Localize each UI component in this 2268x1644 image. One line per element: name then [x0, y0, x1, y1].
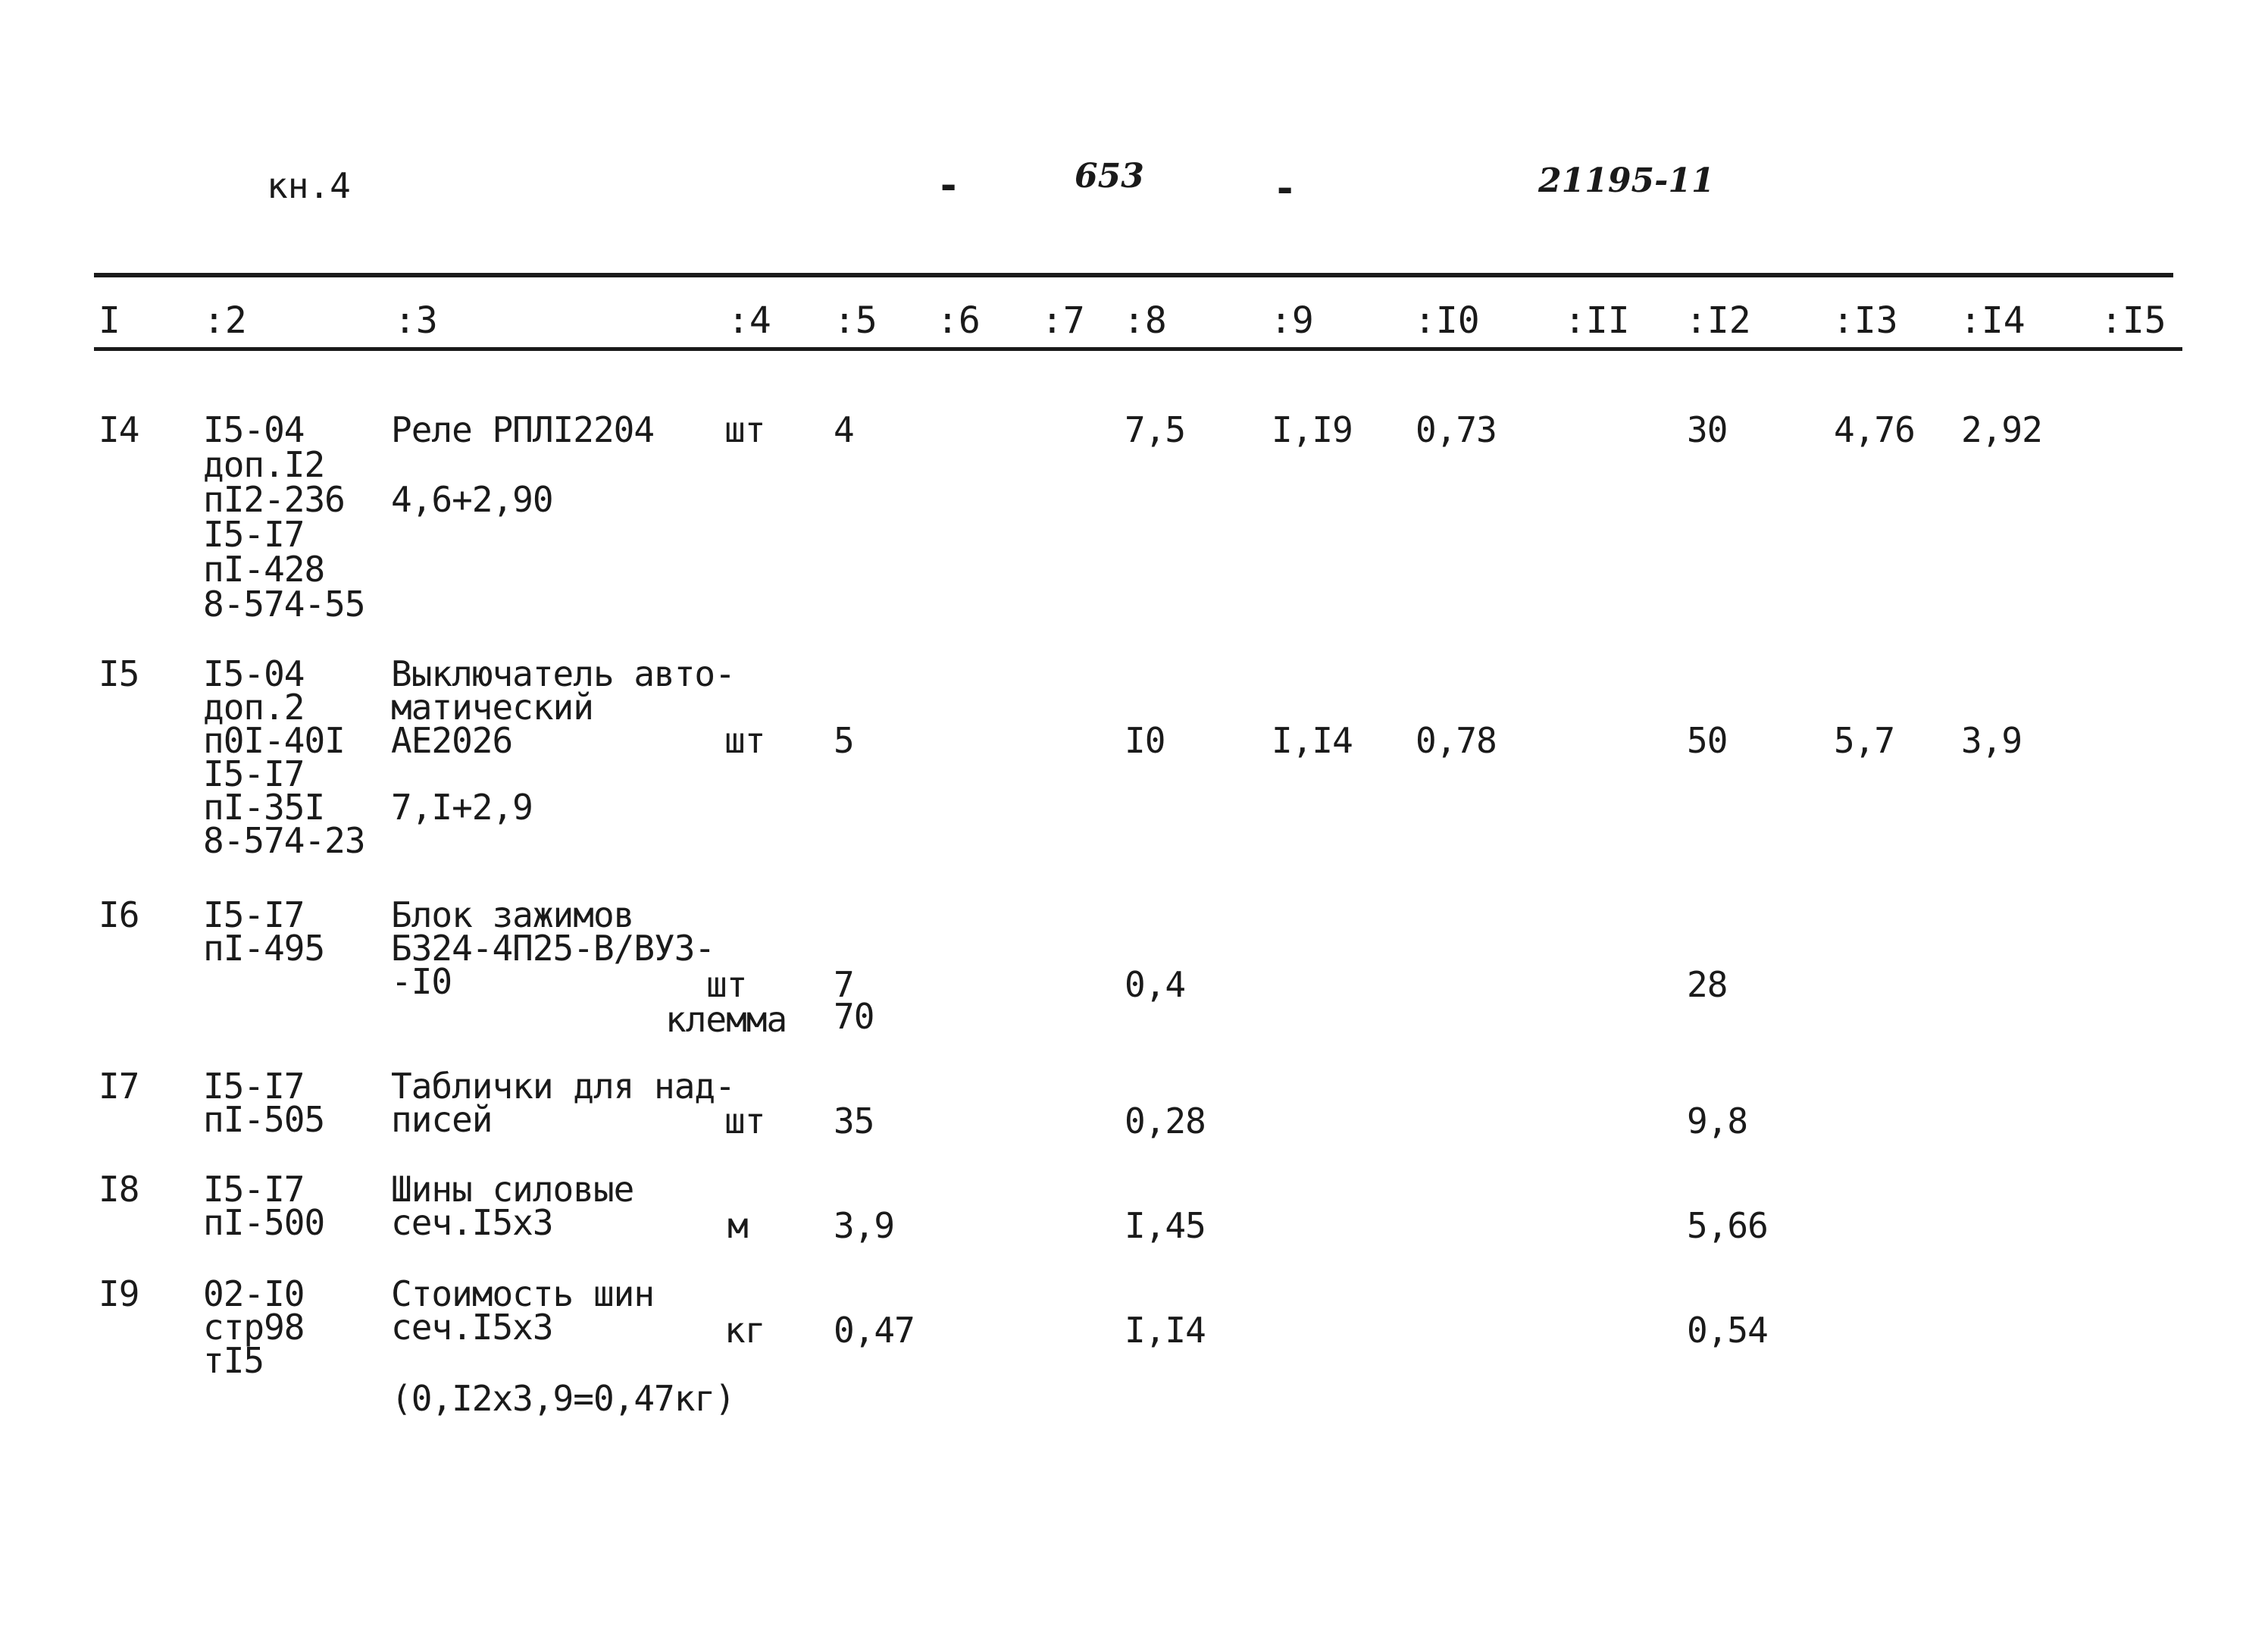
row-name-line: писей: [391, 1099, 493, 1140]
row-ref-line: I5-I7: [203, 1169, 305, 1210]
row-col14: 3,9: [1961, 720, 2022, 761]
row-qty: 5: [834, 720, 854, 761]
table-header-rule: [94, 347, 2182, 351]
row-col8: 0,4: [1125, 964, 1186, 1005]
row-ref-line: 8-574-55: [203, 584, 365, 625]
row-col12: 5,66: [1687, 1205, 1768, 1246]
row-unit: шт: [724, 409, 765, 450]
row-col13: 5,7: [1834, 720, 1895, 761]
row-ref-line: I5-I7: [203, 753, 305, 794]
row-number: I8: [99, 1169, 139, 1210]
column-header: :3: [394, 299, 438, 342]
row-unit: шт: [724, 1101, 765, 1141]
row-qty: 7: [834, 964, 854, 1005]
row-ref-line: пI-505: [203, 1099, 325, 1140]
row-ref-line: пI-500: [203, 1202, 325, 1243]
row-name-line: Реле РПЛI2204: [391, 409, 655, 450]
column-header: :7: [1041, 299, 1085, 342]
header-dash-left: -: [937, 163, 961, 208]
row-calc: (0,I2х3,9=0,47кг): [391, 1378, 735, 1419]
column-header: :6: [937, 299, 981, 342]
row-col12: 0,54: [1687, 1310, 1768, 1351]
column-header: :II: [1564, 299, 1630, 342]
row-col12: 50: [1687, 720, 1728, 761]
row-calc: 7,I+2,9: [391, 787, 533, 828]
row-col10: 0,78: [1416, 720, 1497, 761]
document-code: 21195-11: [1538, 161, 1715, 200]
row-unit-secondary: клемма: [665, 999, 787, 1040]
row-ref-line: пI-35I: [203, 787, 325, 828]
row-name-line: Шины силовые: [391, 1169, 634, 1210]
row-col8: 7,5: [1125, 409, 1186, 450]
row-col8: I,I4: [1125, 1310, 1206, 1351]
row-col12: 30: [1687, 409, 1728, 450]
row-unit: шт: [706, 964, 747, 1005]
page-number: 653: [1075, 157, 1144, 196]
row-unit: кг: [724, 1310, 765, 1351]
row-name-line: матический: [391, 687, 593, 728]
row-ref-line: 02-I0: [203, 1273, 305, 1314]
row-col9: I,I9: [1272, 409, 1353, 450]
column-header: :I4: [1960, 299, 2026, 342]
row-qty: 0,47: [834, 1310, 915, 1351]
column-header: :I5: [2101, 299, 2166, 342]
row-col14: 2,92: [1961, 409, 2042, 450]
row-ref-line: I5-I7: [203, 894, 305, 935]
row-ref-line: 8-574-23: [203, 820, 365, 861]
row-col9: I,I4: [1272, 720, 1353, 761]
row-name-line: Таблички для над-: [391, 1066, 735, 1107]
column-header: :9: [1270, 299, 1314, 342]
row-name-line: -I0: [391, 961, 452, 1002]
row-col8: I0: [1125, 720, 1165, 761]
row-unit: м: [727, 1205, 748, 1246]
row-ref-line: тI5: [203, 1340, 264, 1381]
row-name-line: сеч.I5х3: [391, 1202, 553, 1243]
row-number: I5: [99, 653, 139, 694]
row-ref-line: I5-I7: [203, 1066, 305, 1107]
column-header: I: [99, 299, 120, 342]
row-name-line: сеч.I5х3: [391, 1307, 553, 1348]
column-header: :I3: [1832, 299, 1898, 342]
table-top-rule: [94, 273, 2173, 277]
row-ref-line: I5-04: [203, 653, 305, 694]
column-header: :I2: [1685, 299, 1751, 342]
column-header: :5: [834, 299, 877, 342]
row-col8: 0,28: [1125, 1101, 1206, 1141]
row-number: I6: [99, 894, 139, 935]
row-name-line: Выключатель авто-: [391, 653, 735, 694]
row-qty: 3,9: [834, 1205, 895, 1246]
row-ref-line: I5-04: [203, 409, 305, 450]
column-header: :2: [203, 299, 247, 342]
row-ref-line: пI-495: [203, 928, 325, 969]
row-qty: 4: [834, 409, 854, 450]
row-ref-line: I5-I7: [203, 514, 305, 555]
row-calc: 4,6+2,90: [391, 479, 553, 520]
row-unit: шт: [724, 720, 765, 761]
row-qty: 35: [834, 1101, 874, 1141]
column-header: :4: [727, 299, 771, 342]
row-number: I9: [99, 1273, 139, 1314]
row-name-line: Стоимость шин: [391, 1273, 655, 1314]
row-name-line: Б324-4П25-В/ВУ3-: [391, 928, 715, 969]
row-ref-line: пI-428: [203, 549, 325, 590]
row-ref-line: пI2-236: [203, 479, 345, 520]
row-col12: 28: [1687, 964, 1728, 1005]
row-col8: I,45: [1125, 1205, 1206, 1246]
row-number: I4: [99, 409, 139, 450]
book-label: кн.4: [267, 165, 351, 206]
row-col13: 4,76: [1834, 409, 1915, 450]
column-header: :8: [1123, 299, 1167, 342]
column-header: :I0: [1414, 299, 1480, 342]
row-number: I7: [99, 1066, 139, 1107]
row-ref-line: доп.I2: [203, 444, 325, 485]
header-dash-right: -: [1273, 166, 1297, 211]
row-qty-secondary: 70: [834, 996, 874, 1037]
row-ref-line: доп.2: [203, 687, 305, 728]
row-col10: 0,73: [1416, 409, 1497, 450]
row-name-line: АЕ2026: [391, 720, 513, 761]
row-col12: 9,8: [1687, 1101, 1748, 1141]
row-ref-line: стр98: [203, 1307, 305, 1348]
row-name-line: Блок зажимов: [391, 894, 634, 935]
row-ref-line: п0I-40I: [203, 720, 345, 761]
